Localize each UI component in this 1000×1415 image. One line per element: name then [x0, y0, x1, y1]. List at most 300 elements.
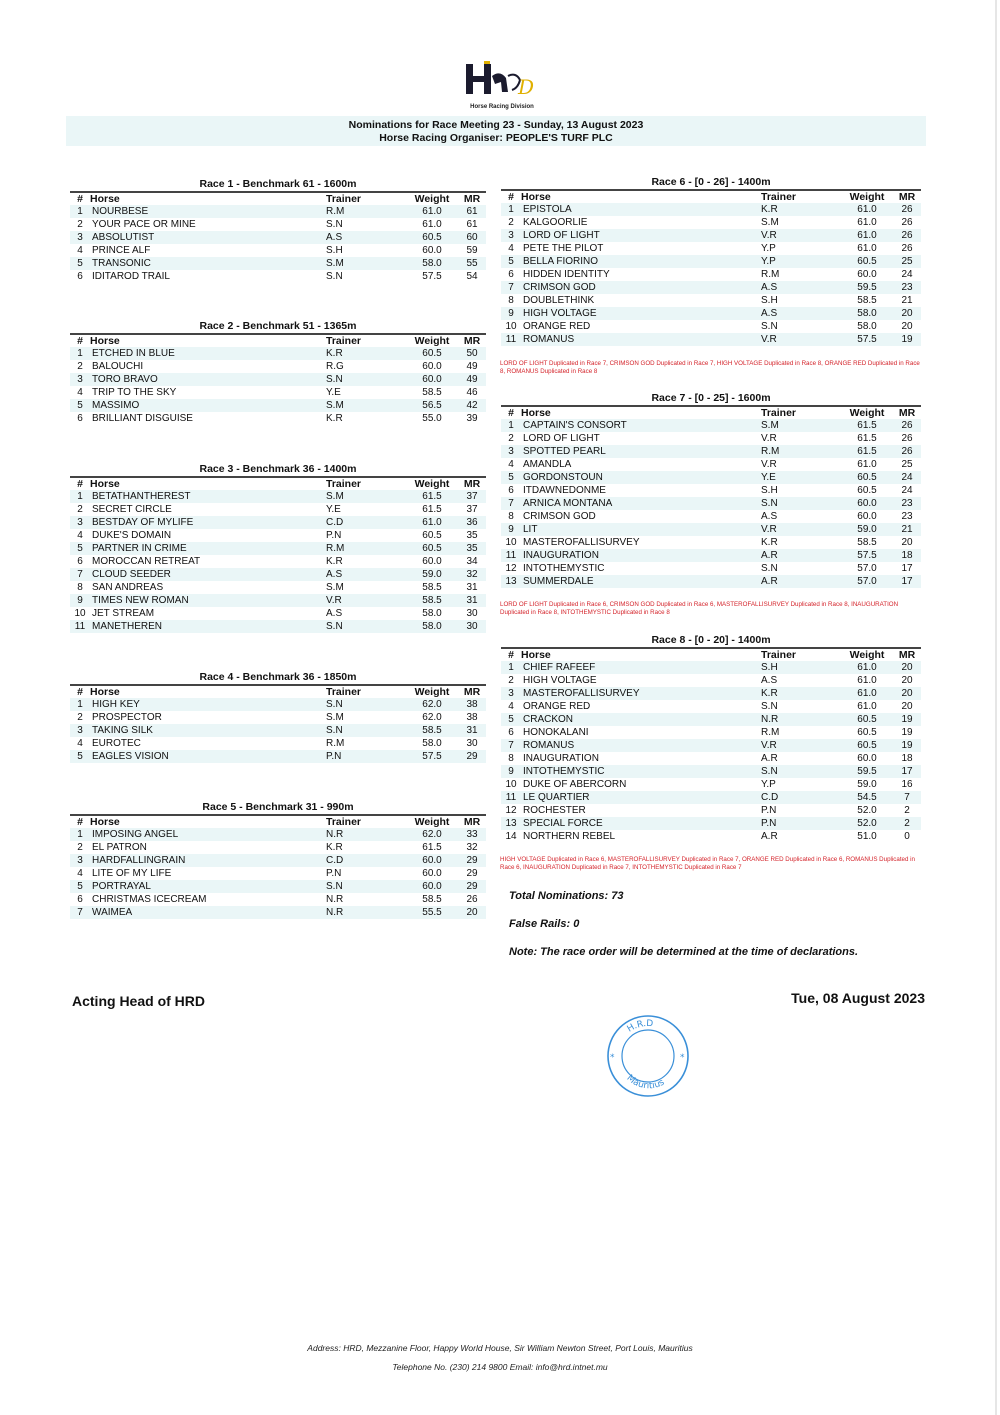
horse-name: CHIEF RAFEEF — [523, 662, 596, 673]
race-4-table — [70, 671, 486, 763]
weight: 61.0 — [857, 662, 877, 673]
horse-name: SUMMERDALE — [523, 576, 594, 587]
column-header-horse: Horse — [521, 191, 551, 203]
mr: 42 — [466, 400, 478, 411]
horse-name: LE QUARTIER — [523, 792, 590, 803]
entry-number: 1 — [77, 699, 83, 710]
table-row — [70, 360, 486, 373]
horse-name: TIMES NEW ROMAN — [92, 595, 189, 606]
weight: 58.0 — [422, 738, 442, 749]
entry-number: 1 — [77, 206, 83, 217]
column-header-num: # — [77, 686, 83, 698]
table-row — [70, 724, 486, 737]
table-row — [501, 549, 921, 562]
horse-name: HARDFALLINGRAIN — [92, 855, 186, 866]
weight: 61.0 — [857, 204, 877, 215]
column-header-weight: Weight — [414, 686, 450, 698]
entry-number: 7 — [508, 740, 514, 751]
weight: 61.5 — [857, 446, 877, 457]
entry-number: 4 — [508, 701, 514, 712]
entry-number: 10 — [505, 779, 517, 790]
weight: 60.0 — [857, 498, 877, 509]
mr: 29 — [466, 868, 478, 879]
trainer: A.R — [761, 831, 778, 842]
mr: 20 — [901, 308, 913, 319]
race-title: Race 3 - Benchmark 36 - 1400m — [70, 463, 486, 477]
entry-number: 8 — [508, 295, 514, 306]
horse-name: EUROTEC — [92, 738, 141, 749]
weight: 60.0 — [422, 881, 442, 892]
mr: 20 — [901, 537, 913, 548]
horse-name: LORD OF LIGHT — [523, 433, 600, 444]
table-header — [70, 477, 486, 490]
horse-name: EL PATRON — [92, 842, 147, 853]
trainer: N.R — [326, 894, 344, 905]
entry-number: 13 — [505, 818, 517, 829]
trainer: S.H — [761, 295, 778, 306]
trainer: S.H — [326, 245, 343, 256]
weight: 60.0 — [857, 511, 877, 522]
entry-number: 1 — [77, 348, 83, 359]
entry-number: 10 — [505, 537, 517, 548]
mr: 23 — [901, 498, 913, 509]
entry-number: 11 — [505, 334, 517, 345]
column-header-num: # — [77, 478, 83, 490]
signatory: Acting Head of HRD — [72, 993, 205, 1009]
table-row — [70, 854, 486, 867]
weight: 61.0 — [422, 517, 442, 528]
column-header-trainer: Trainer — [761, 649, 797, 661]
table-row — [70, 594, 486, 607]
table-row — [501, 536, 921, 549]
entry-number: 5 — [77, 881, 83, 892]
table-row — [70, 516, 486, 529]
trainer: K.R — [761, 204, 778, 215]
table-row — [501, 497, 921, 510]
column-header-horse: Horse — [521, 649, 551, 661]
horse-name: BALOUCHI — [92, 361, 144, 372]
weight: 58.5 — [422, 582, 442, 593]
mr: 20 — [901, 321, 913, 332]
weight: 60.0 — [422, 556, 442, 567]
meeting-title: Nominations for Race Meeting 23 - Sunday, 13 August 2023 — [348, 119, 644, 131]
weight: 62.0 — [422, 699, 442, 710]
trainer: Y.P — [761, 256, 776, 267]
trainer: Y.E — [761, 472, 776, 483]
trainer: A.R — [761, 753, 778, 764]
horse-name: YOUR PACE OR MINE — [92, 219, 196, 230]
horse-name: LIT — [523, 524, 538, 535]
column-header-trainer: Trainer — [761, 191, 797, 203]
weight: 58.5 — [422, 894, 442, 905]
table-row — [501, 830, 921, 843]
table-row — [70, 231, 486, 244]
table-row — [501, 562, 921, 575]
horse-name: KALGOORLIE — [523, 217, 588, 228]
weight: 60.5 — [857, 740, 877, 751]
weight: 51.0 — [857, 831, 877, 842]
horse-name: AMANDLA — [523, 459, 572, 470]
trainer: A.S — [326, 569, 343, 580]
trainer: A.S — [761, 511, 778, 522]
weight: 58.0 — [857, 308, 877, 319]
mr: 21 — [901, 295, 913, 306]
column-header-horse: Horse — [90, 478, 120, 490]
weight: 62.0 — [422, 829, 442, 840]
trainer: S.M — [326, 582, 344, 593]
weight: 62.0 — [422, 712, 442, 723]
table-row — [70, 828, 486, 841]
mr: 20 — [901, 701, 913, 712]
entry-number: 6 — [77, 271, 83, 282]
entry-number: 3 — [77, 374, 83, 385]
horse-name: BRILLIANT DISGUISE — [92, 413, 193, 424]
weight: 58.5 — [422, 595, 442, 606]
mr: 38 — [466, 699, 478, 710]
entry-number: 1 — [77, 829, 83, 840]
horse-name: HIGH KEY — [92, 699, 140, 710]
weight: 60.0 — [857, 269, 877, 280]
trainer: S.N — [326, 271, 343, 282]
weight: 57.5 — [422, 751, 442, 762]
horse-name: HIDDEN IDENTITY — [523, 269, 610, 280]
trainer: S.N — [761, 563, 778, 574]
table-row — [70, 257, 486, 270]
weight: 59.0 — [857, 524, 877, 535]
weight: 60.5 — [857, 714, 877, 725]
mr: 31 — [466, 725, 478, 736]
horse-name: LORD OF LIGHT — [523, 230, 600, 241]
trainer: C.D — [326, 517, 344, 528]
column-header-mr: MR — [463, 193, 481, 205]
mr: 32 — [466, 569, 478, 580]
mr: 29 — [466, 881, 478, 892]
mr: 54 — [466, 271, 478, 282]
mr: 38 — [466, 712, 478, 723]
mr: 61 — [466, 219, 478, 230]
table-header — [501, 406, 921, 419]
table-row — [501, 203, 921, 216]
trainer: R.M — [326, 543, 345, 554]
entry-number: 6 — [77, 894, 83, 905]
header-band — [66, 116, 926, 146]
weight: 57.5 — [857, 334, 877, 345]
entry-number: 8 — [77, 582, 83, 593]
trainer: V.R — [326, 595, 342, 606]
trainer: A.S — [326, 232, 343, 243]
trainer: A.S — [761, 282, 778, 293]
mr: 26 — [466, 894, 478, 905]
race-7-table — [501, 392, 921, 588]
mr: 26 — [901, 204, 913, 215]
horse-name: HIGH VOLTAGE — [523, 308, 597, 319]
weight: 57.5 — [857, 550, 877, 561]
stamp-bottom-text: Mauritius — [624, 1073, 667, 1092]
horse-name: INTOTHEMYSTIC — [523, 563, 605, 574]
table-row — [501, 510, 921, 523]
entry-number: 9 — [508, 524, 514, 535]
entry-number: 14 — [505, 831, 517, 842]
table-header — [70, 685, 486, 698]
trainer: V.R — [761, 459, 777, 470]
column-header-trainer: Trainer — [326, 686, 362, 698]
mr: 2 — [904, 805, 910, 816]
column-header-horse: Horse — [90, 335, 120, 347]
table-row — [501, 575, 921, 588]
mr: 37 — [466, 491, 478, 502]
trainer: N.R — [761, 714, 779, 725]
entry-number: 6 — [77, 556, 83, 567]
table-row — [501, 445, 921, 458]
mr: 21 — [901, 524, 913, 535]
trainer: Y.E — [326, 504, 341, 515]
weight: 52.0 — [857, 805, 877, 816]
trainer: S.N — [326, 621, 343, 632]
horse-name: ITDAWNEDONME — [523, 485, 606, 496]
horse-name: DUKE OF ABERCORN — [523, 779, 627, 790]
entry-number: 3 — [508, 230, 514, 241]
entry-number: 10 — [74, 608, 86, 619]
weight: 58.0 — [422, 621, 442, 632]
column-header-weight: Weight — [414, 478, 450, 490]
horse-name: PARTNER IN CRIME — [92, 543, 187, 554]
weight: 60.0 — [422, 868, 442, 879]
table-body — [70, 205, 486, 283]
weight: 60.0 — [422, 855, 442, 866]
entry-number: 2 — [77, 361, 83, 372]
horse-name: BETATHANTHEREST — [92, 491, 191, 502]
table-row — [501, 523, 921, 536]
horse-name: TRANSONIC — [92, 258, 151, 269]
weight: 58.5 — [422, 725, 442, 736]
horse-name: INAUGURATION — [523, 753, 599, 764]
table-row — [501, 419, 921, 432]
race-2-table — [70, 320, 486, 425]
trainer: S.N — [326, 219, 343, 230]
weight: 61.0 — [857, 701, 877, 712]
entry-number: 7 — [508, 282, 514, 293]
trainer: Y.P — [761, 779, 776, 790]
column-header-weight: Weight — [414, 816, 450, 828]
trainer: S.N — [326, 725, 343, 736]
table-row — [501, 713, 921, 726]
column-header-num: # — [77, 193, 83, 205]
horse-name: CLOUD SEEDER — [92, 569, 171, 580]
table-row — [70, 270, 486, 283]
table-row — [501, 307, 921, 320]
trainer: V.R — [761, 433, 777, 444]
column-header-weight: Weight — [414, 335, 450, 347]
horse-name: ROMANUS — [523, 740, 575, 751]
entry-number: 3 — [77, 725, 83, 736]
mr: 29 — [466, 751, 478, 762]
weight: 55.0 — [422, 413, 442, 424]
horse-name: MANETHEREN — [92, 621, 163, 632]
entry-number: 2 — [77, 504, 83, 515]
mr: 26 — [901, 446, 913, 457]
contact: Telephone No. (230) 214 9800 Email: info@hrd.intnet.mu — [392, 1362, 608, 1372]
entry-number: 1 — [508, 420, 514, 431]
mr: 35 — [466, 543, 478, 554]
table-row — [501, 229, 921, 242]
mr: 30 — [466, 621, 478, 632]
horse-name: PRINCE ALF — [92, 245, 151, 256]
race-6-table — [501, 176, 921, 346]
table-row — [501, 255, 921, 268]
column-header-mr: MR — [898, 649, 916, 661]
trainer: K.R — [761, 688, 778, 699]
horse-name: GORDONSTOUN — [523, 472, 603, 483]
column-header-mr: MR — [463, 686, 481, 698]
weight: 60.5 — [422, 348, 442, 359]
mr: 23 — [901, 282, 913, 293]
entry-number: 7 — [77, 907, 83, 918]
horse-name: ROMANUS — [523, 334, 575, 345]
weight: 61.5 — [422, 491, 442, 502]
mr: 26 — [901, 420, 913, 431]
table-body — [70, 490, 486, 633]
mr: 50 — [466, 348, 478, 359]
svg-text:Mauritius — [625, 1073, 667, 1091]
mr: 20 — [901, 662, 913, 673]
table-row — [70, 386, 486, 399]
weight: 58.5 — [857, 537, 877, 548]
table-row — [501, 674, 921, 687]
horse-name: SECRET CIRCLE — [92, 504, 172, 515]
trainer: K.R — [326, 556, 343, 567]
table-row — [501, 791, 921, 804]
table-body — [501, 203, 921, 346]
weight: 61.0 — [857, 230, 877, 241]
entry-number: 1 — [77, 491, 83, 502]
horse-name: TAKING SILK — [92, 725, 153, 736]
horse-name: ORANGE RED — [523, 321, 591, 332]
table-row — [70, 841, 486, 854]
trainer: K.R — [326, 413, 343, 424]
mr: 55 — [466, 258, 478, 269]
race-title: Race 1 - Benchmark 61 - 1600m — [70, 178, 486, 192]
mr: 24 — [901, 269, 913, 280]
weight: 61.5 — [857, 433, 877, 444]
table-header — [70, 192, 486, 205]
column-header-weight: Weight — [414, 193, 450, 205]
trainer: P.N — [326, 530, 342, 541]
trainer: Y.P — [761, 243, 776, 254]
trainer: K.R — [761, 537, 778, 548]
trainer: A.S — [761, 308, 778, 319]
mr: 34 — [466, 556, 478, 567]
trainer: A.S — [761, 675, 778, 686]
entry-number: 6 — [508, 485, 514, 496]
mr: 49 — [466, 374, 478, 385]
mr: 17 — [901, 563, 913, 574]
column-header-mr: MR — [463, 816, 481, 828]
mr: 30 — [466, 738, 478, 749]
entry-number: 11 — [505, 792, 517, 803]
mr: 0 — [904, 831, 910, 842]
entry-number: 2 — [508, 217, 514, 228]
horse-name: IDITAROD TRAIL — [92, 271, 170, 282]
column-header-horse: Horse — [521, 407, 551, 419]
trainer: P.N — [761, 818, 777, 829]
table-row — [501, 765, 921, 778]
trainer: V.R — [761, 334, 777, 345]
mr: 26 — [901, 230, 913, 241]
horse-name: ETCHED IN BLUE — [92, 348, 175, 359]
entry-number: 2 — [77, 842, 83, 853]
trainer: K.R — [326, 842, 343, 853]
weight: 58.5 — [422, 387, 442, 398]
weight: 59.0 — [857, 779, 877, 790]
hrd-logo — [462, 58, 542, 116]
hrd-stamp — [596, 1010, 700, 1100]
weight: 61.0 — [422, 219, 442, 230]
column-header-mr: MR — [898, 407, 916, 419]
mr: 18 — [901, 753, 913, 764]
mr: 60 — [466, 232, 478, 243]
trainer: S.N — [761, 498, 778, 509]
weight: 61.0 — [422, 206, 442, 217]
table-row — [70, 737, 486, 750]
horse-name: BELLA FIORINO — [523, 256, 599, 267]
trainer: S.N — [761, 766, 778, 777]
column-header-horse: Horse — [90, 686, 120, 698]
horse-name: HONOKALANI — [523, 727, 589, 738]
stamp-top-text: H.R.D — [625, 1018, 654, 1035]
table-row — [70, 205, 486, 218]
entry-number: 5 — [77, 543, 83, 554]
horse-name: JET STREAM — [92, 608, 155, 619]
mr: 19 — [901, 334, 913, 345]
column-header-weight: Weight — [849, 649, 885, 661]
table-row — [501, 294, 921, 307]
table-row — [501, 661, 921, 674]
table-row — [70, 244, 486, 257]
weight: 61.5 — [422, 842, 442, 853]
svg-text:D: D — [518, 75, 535, 99]
table-header — [70, 815, 486, 828]
horse-name: MASTEROFALLISURVEY — [523, 537, 640, 548]
column-header-trainer: Trainer — [326, 193, 362, 205]
weight: 61.0 — [857, 243, 877, 254]
mr: 24 — [901, 472, 913, 483]
weight: 60.5 — [857, 485, 877, 496]
svg-text:*: * — [680, 1053, 685, 1063]
weight: 60.5 — [422, 232, 442, 243]
trainer: R.M — [761, 269, 780, 280]
weight: 60.5 — [857, 256, 877, 267]
weight: 61.0 — [857, 459, 877, 470]
horse-name: ORANGE RED — [523, 701, 591, 712]
weight: 60.5 — [422, 530, 442, 541]
mr: 31 — [466, 595, 478, 606]
weight: 59.0 — [422, 569, 442, 580]
entry-number: 5 — [508, 472, 514, 483]
horse-name: CRIMSON GOD — [523, 282, 596, 293]
entry-number: 6 — [508, 269, 514, 280]
table-row — [70, 867, 486, 880]
weight: 61.0 — [857, 675, 877, 686]
mr: 16 — [901, 779, 913, 790]
horse-name: SAN ANDREAS — [92, 582, 164, 593]
table-header — [70, 334, 486, 347]
mr: 37 — [466, 504, 478, 515]
table-row — [501, 700, 921, 713]
entry-number: 7 — [77, 569, 83, 580]
table-row — [70, 880, 486, 893]
weight: 57.0 — [857, 563, 877, 574]
weight: 58.0 — [857, 321, 877, 332]
